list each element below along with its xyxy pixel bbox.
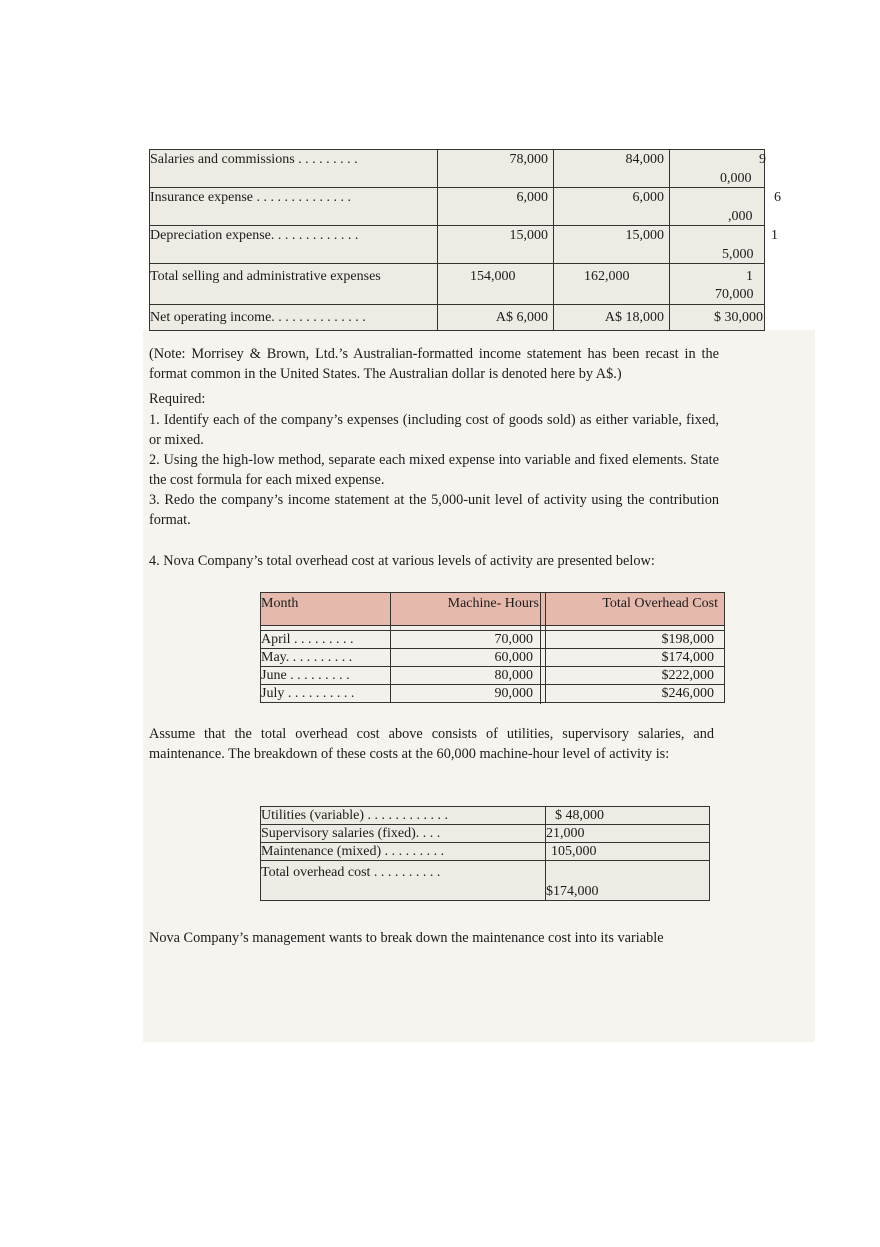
table-row: [261, 667, 725, 685]
table-row: [150, 264, 765, 305]
month-cell: July . . . . . . . . . .: [261, 685, 391, 703]
month-cell: April . . . . . . . . .: [261, 631, 391, 649]
value-cell: 154,000: [438, 264, 554, 305]
table-row: [150, 226, 765, 264]
value-cell: 84,000: [554, 150, 670, 188]
value-cell: [670, 188, 781, 226]
hours-cell: 90,000: [391, 685, 546, 703]
cost-cell: $174,000: [546, 649, 725, 667]
value-fragment: 5,000: [722, 247, 754, 262]
row-label: Total selling and administrative expenses: [150, 264, 438, 305]
column-divider: [540, 592, 541, 704]
value-cell: [670, 226, 778, 264]
value-cell: A$ 18,000: [554, 305, 670, 331]
value-cell: $ 48,000: [546, 807, 710, 825]
value-cell: 15,000: [554, 226, 670, 264]
table-header-row: [261, 593, 725, 626]
value-cell: 21,000: [546, 825, 710, 843]
column-header: Month: [261, 593, 391, 626]
table-row: [261, 631, 725, 649]
row-label: Net operating income. . . . . . . . . . . . . .: [150, 305, 438, 331]
row-label: Total overhead cost . . . . . . . . . .: [261, 861, 546, 901]
column-header: Machine- Hours: [391, 593, 546, 626]
question-4-intro: 4. Nova Company’s total overhead cost at various levels of activity are presented below:: [149, 553, 655, 569]
value-cell: 105,000: [546, 843, 710, 861]
table-row: [261, 861, 710, 901]
row-label: Depreciation expense. . . . . . . . . . . . .: [150, 226, 438, 264]
value-fragment: 1: [771, 228, 778, 243]
cost-cell: $222,000: [546, 667, 725, 685]
value-fragment: 9: [759, 152, 766, 167]
value-cell: A$ 6,000: [438, 305, 554, 331]
required-heading: Required:: [149, 391, 206, 407]
table-row: [150, 150, 765, 188]
required-item-1: 1. Identify each of the company’s expenses (including cost of goods sold) as either variable, fixed, or mixed.: [149, 412, 719, 448]
value-fragment: ,000: [728, 209, 753, 224]
value-cell: [670, 305, 765, 331]
value-cell: $174,000: [546, 861, 710, 901]
value-cell: 15,000: [438, 226, 554, 264]
value-cell: 6,000: [554, 188, 670, 226]
assume-paragraph: Assume that the total overhead cost above consists of utilities, supervisory salaries, and maintenance. The breakdown of these costs at the 60,000 machine-hour level of activity is:: [149, 726, 714, 762]
note-paragraph: (Note: Morrisey & Brown, Ltd.’s Australian-formatted income statement has been recast in the format common in the United States. The Australian dollar is denoted here by A$.): [149, 346, 719, 382]
column-header: Total Overhead Cost: [546, 593, 725, 626]
table-row: [150, 305, 765, 331]
value-fragment: 70,000: [715, 287, 754, 302]
value-fragment: 1: [746, 269, 753, 284]
value-cell: 162,000: [554, 264, 670, 305]
value-cell: [670, 264, 765, 305]
table-row: [261, 807, 710, 825]
row-label: Supervisory salaries (fixed). . . .: [261, 825, 546, 843]
value-cell: [670, 150, 765, 188]
value-cell: 78,000: [438, 150, 554, 188]
row-label: Salaries and commissions . . . . . . . . .: [150, 150, 438, 188]
table-row: [261, 843, 710, 861]
overhead-cost-table: [260, 592, 725, 703]
row-label: Maintenance (mixed) . . . . . . . . .: [261, 843, 546, 861]
value-fragment: $ 30,000: [714, 310, 763, 325]
required-item-2: 2. Using the high-low method, separate each mixed expense into variable and fixed elements. State the cost formula for each mixed expense.: [149, 452, 719, 488]
table-row: [261, 649, 725, 667]
cost-cell: $246,000: [546, 685, 725, 703]
closing-paragraph: Nova Company’s management wants to break down the maintenance cost into its variable: [149, 930, 664, 946]
overhead-breakdown-table: [260, 806, 710, 901]
hours-cell: 80,000: [391, 667, 546, 685]
table-row: [261, 825, 710, 843]
row-label: Insurance expense . . . . . . . . . . . . . .: [150, 188, 438, 226]
hours-cell: 60,000: [391, 649, 546, 667]
value-fragment: 6: [774, 190, 781, 205]
table-row: [261, 685, 725, 703]
value-cell: 6,000: [438, 188, 554, 226]
month-cell: May. . . . . . . . . .: [261, 649, 391, 667]
row-label: Utilities (variable) . . . . . . . . . . . .: [261, 807, 546, 825]
hours-cell: 70,000: [391, 631, 546, 649]
required-item-3: 3. Redo the company’s income statement at the 5,000-unit level of activity using the contribution format.: [149, 492, 719, 528]
income-statement-table: [149, 149, 781, 331]
table-row: [150, 188, 765, 226]
cost-cell: $198,000: [546, 631, 725, 649]
month-cell: June . . . . . . . . .: [261, 667, 391, 685]
value-fragment: 0,000: [720, 171, 752, 186]
